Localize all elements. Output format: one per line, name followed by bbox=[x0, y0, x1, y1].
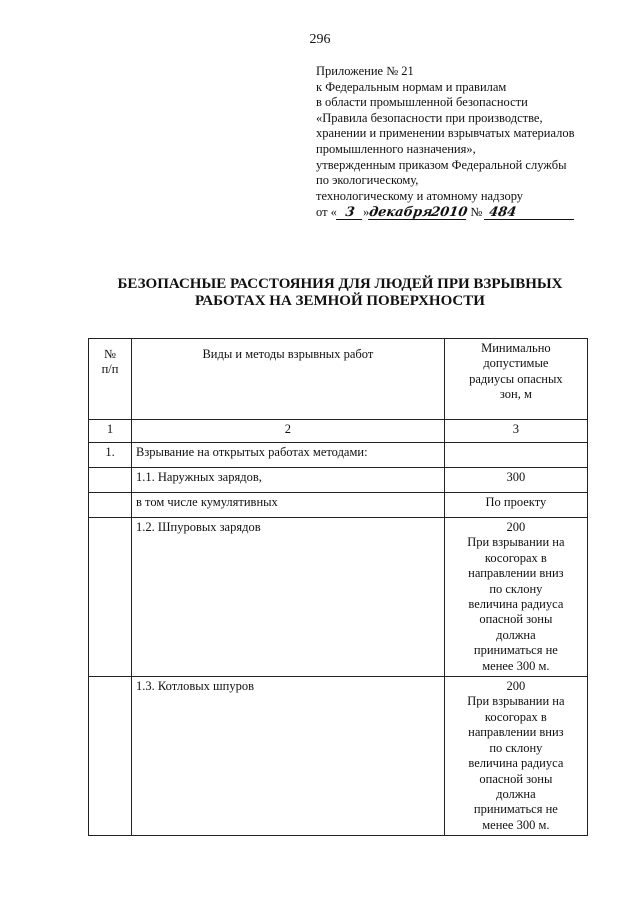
appendix-block bbox=[316, 64, 616, 221]
document-title bbox=[0, 276, 640, 310]
radius-note-line: должна bbox=[496, 627, 536, 642]
approval-year: 2010 bbox=[430, 205, 469, 221]
approval-date-line bbox=[316, 205, 616, 221]
table-header-row bbox=[89, 339, 588, 420]
radius-note-line: опасной зоны bbox=[479, 612, 553, 627]
row-type: 1.1. Наружных зарядов, bbox=[132, 468, 445, 493]
table-row bbox=[89, 443, 588, 468]
radius-note-line: приниматься не bbox=[473, 643, 558, 658]
appendix-line: «Правила безопасности при производстве, bbox=[316, 110, 543, 125]
table-row bbox=[89, 677, 588, 836]
radius-note-line: менее 300 м. bbox=[482, 658, 550, 673]
row-num: 1. bbox=[89, 443, 132, 468]
radius-note-line: направлении вниз bbox=[468, 725, 564, 740]
radius-value: 200 bbox=[506, 520, 526, 534]
radius-note-line: приниматься не bbox=[473, 802, 558, 817]
row-radius bbox=[444, 443, 587, 468]
approval-number: 484 bbox=[484, 206, 576, 220]
row-type: 1.2. Шпуровых зарядов bbox=[132, 518, 445, 677]
approval-mid: » bbox=[362, 205, 370, 220]
appendix-line: по экологическому, bbox=[316, 173, 419, 188]
radius-note-line: должна bbox=[496, 786, 536, 801]
index-cell: 1 bbox=[89, 420, 132, 443]
radius-value: 200 bbox=[506, 679, 526, 694]
index-cell: 3 bbox=[444, 420, 587, 443]
index-cell: 2 bbox=[132, 420, 445, 443]
appendix-line: к Федеральным нормам и правилам bbox=[316, 79, 507, 94]
page-number: 296 bbox=[309, 32, 331, 47]
approval-number-prefix: № bbox=[470, 205, 483, 220]
appendix-line: технологическому и атомному надзору bbox=[316, 188, 524, 203]
radius-note-line: менее 300 м. bbox=[482, 817, 550, 832]
row-type: в том числе кумулятивных bbox=[132, 493, 445, 518]
appendix-line: хранении и применении взрывчатых материалов bbox=[316, 126, 575, 141]
approval-day: 3 bbox=[336, 206, 364, 220]
row-radius: По проекту bbox=[444, 493, 587, 518]
approval-month: декабря bbox=[368, 205, 434, 221]
table-row bbox=[89, 493, 588, 518]
header-num: № п/п bbox=[89, 339, 132, 420]
row-radius bbox=[444, 518, 587, 677]
table-row bbox=[89, 518, 588, 677]
row-radius: 300 bbox=[444, 468, 587, 493]
appendix-line: утвержденным приказом Федеральной службы bbox=[316, 157, 567, 172]
row-type: Взрывание на открытых работах методами: bbox=[132, 443, 445, 468]
title-line-1: БЕЗОПАСНЫЕ РАССТОЯНИЯ ДЛЯ ЛЮДЕЙ ПРИ ВЗРЫВНЫХ bbox=[117, 276, 563, 292]
row-num bbox=[89, 468, 132, 493]
appendix-line: в области промышленной безопасности bbox=[316, 95, 528, 110]
appendix-line: промышленного назначения», bbox=[316, 141, 476, 156]
table-index-row bbox=[89, 420, 588, 443]
radius-note-line: по склону bbox=[489, 581, 543, 596]
header-type: Виды и методы взрывных работ bbox=[132, 339, 445, 420]
radius-note-line: косогорах в bbox=[484, 709, 547, 724]
radius-note-line: величина радиуса bbox=[468, 597, 564, 612]
row-num bbox=[89, 677, 132, 836]
radius-note-line: косогорах в bbox=[484, 550, 547, 565]
radius-note-line: величина радиуса bbox=[468, 756, 564, 771]
appendix-line: Приложение № 21 bbox=[316, 64, 414, 78]
row-type: 1.3. Котловых шпуров bbox=[132, 677, 445, 836]
safety-distances-table bbox=[88, 338, 588, 836]
title-line-2: РАБОТАХ НА ЗЕМНОЙ ПОВЕРХНОСТИ bbox=[195, 293, 485, 309]
header-radius: Минимально допустимые радиусы опасных зон, м bbox=[444, 339, 587, 420]
radius-note-line: При взрывании на bbox=[467, 694, 565, 709]
row-num bbox=[89, 493, 132, 518]
row-num bbox=[89, 518, 132, 677]
approval-prefix: от « bbox=[316, 205, 337, 220]
radius-note-line: При взрывании на bbox=[467, 535, 565, 550]
radius-note-line: по склону bbox=[489, 740, 543, 755]
radius-note-line: опасной зоны bbox=[479, 771, 553, 786]
row-radius bbox=[444, 677, 587, 836]
radius-note-line: направлении вниз bbox=[468, 566, 564, 581]
table-row bbox=[89, 468, 588, 493]
